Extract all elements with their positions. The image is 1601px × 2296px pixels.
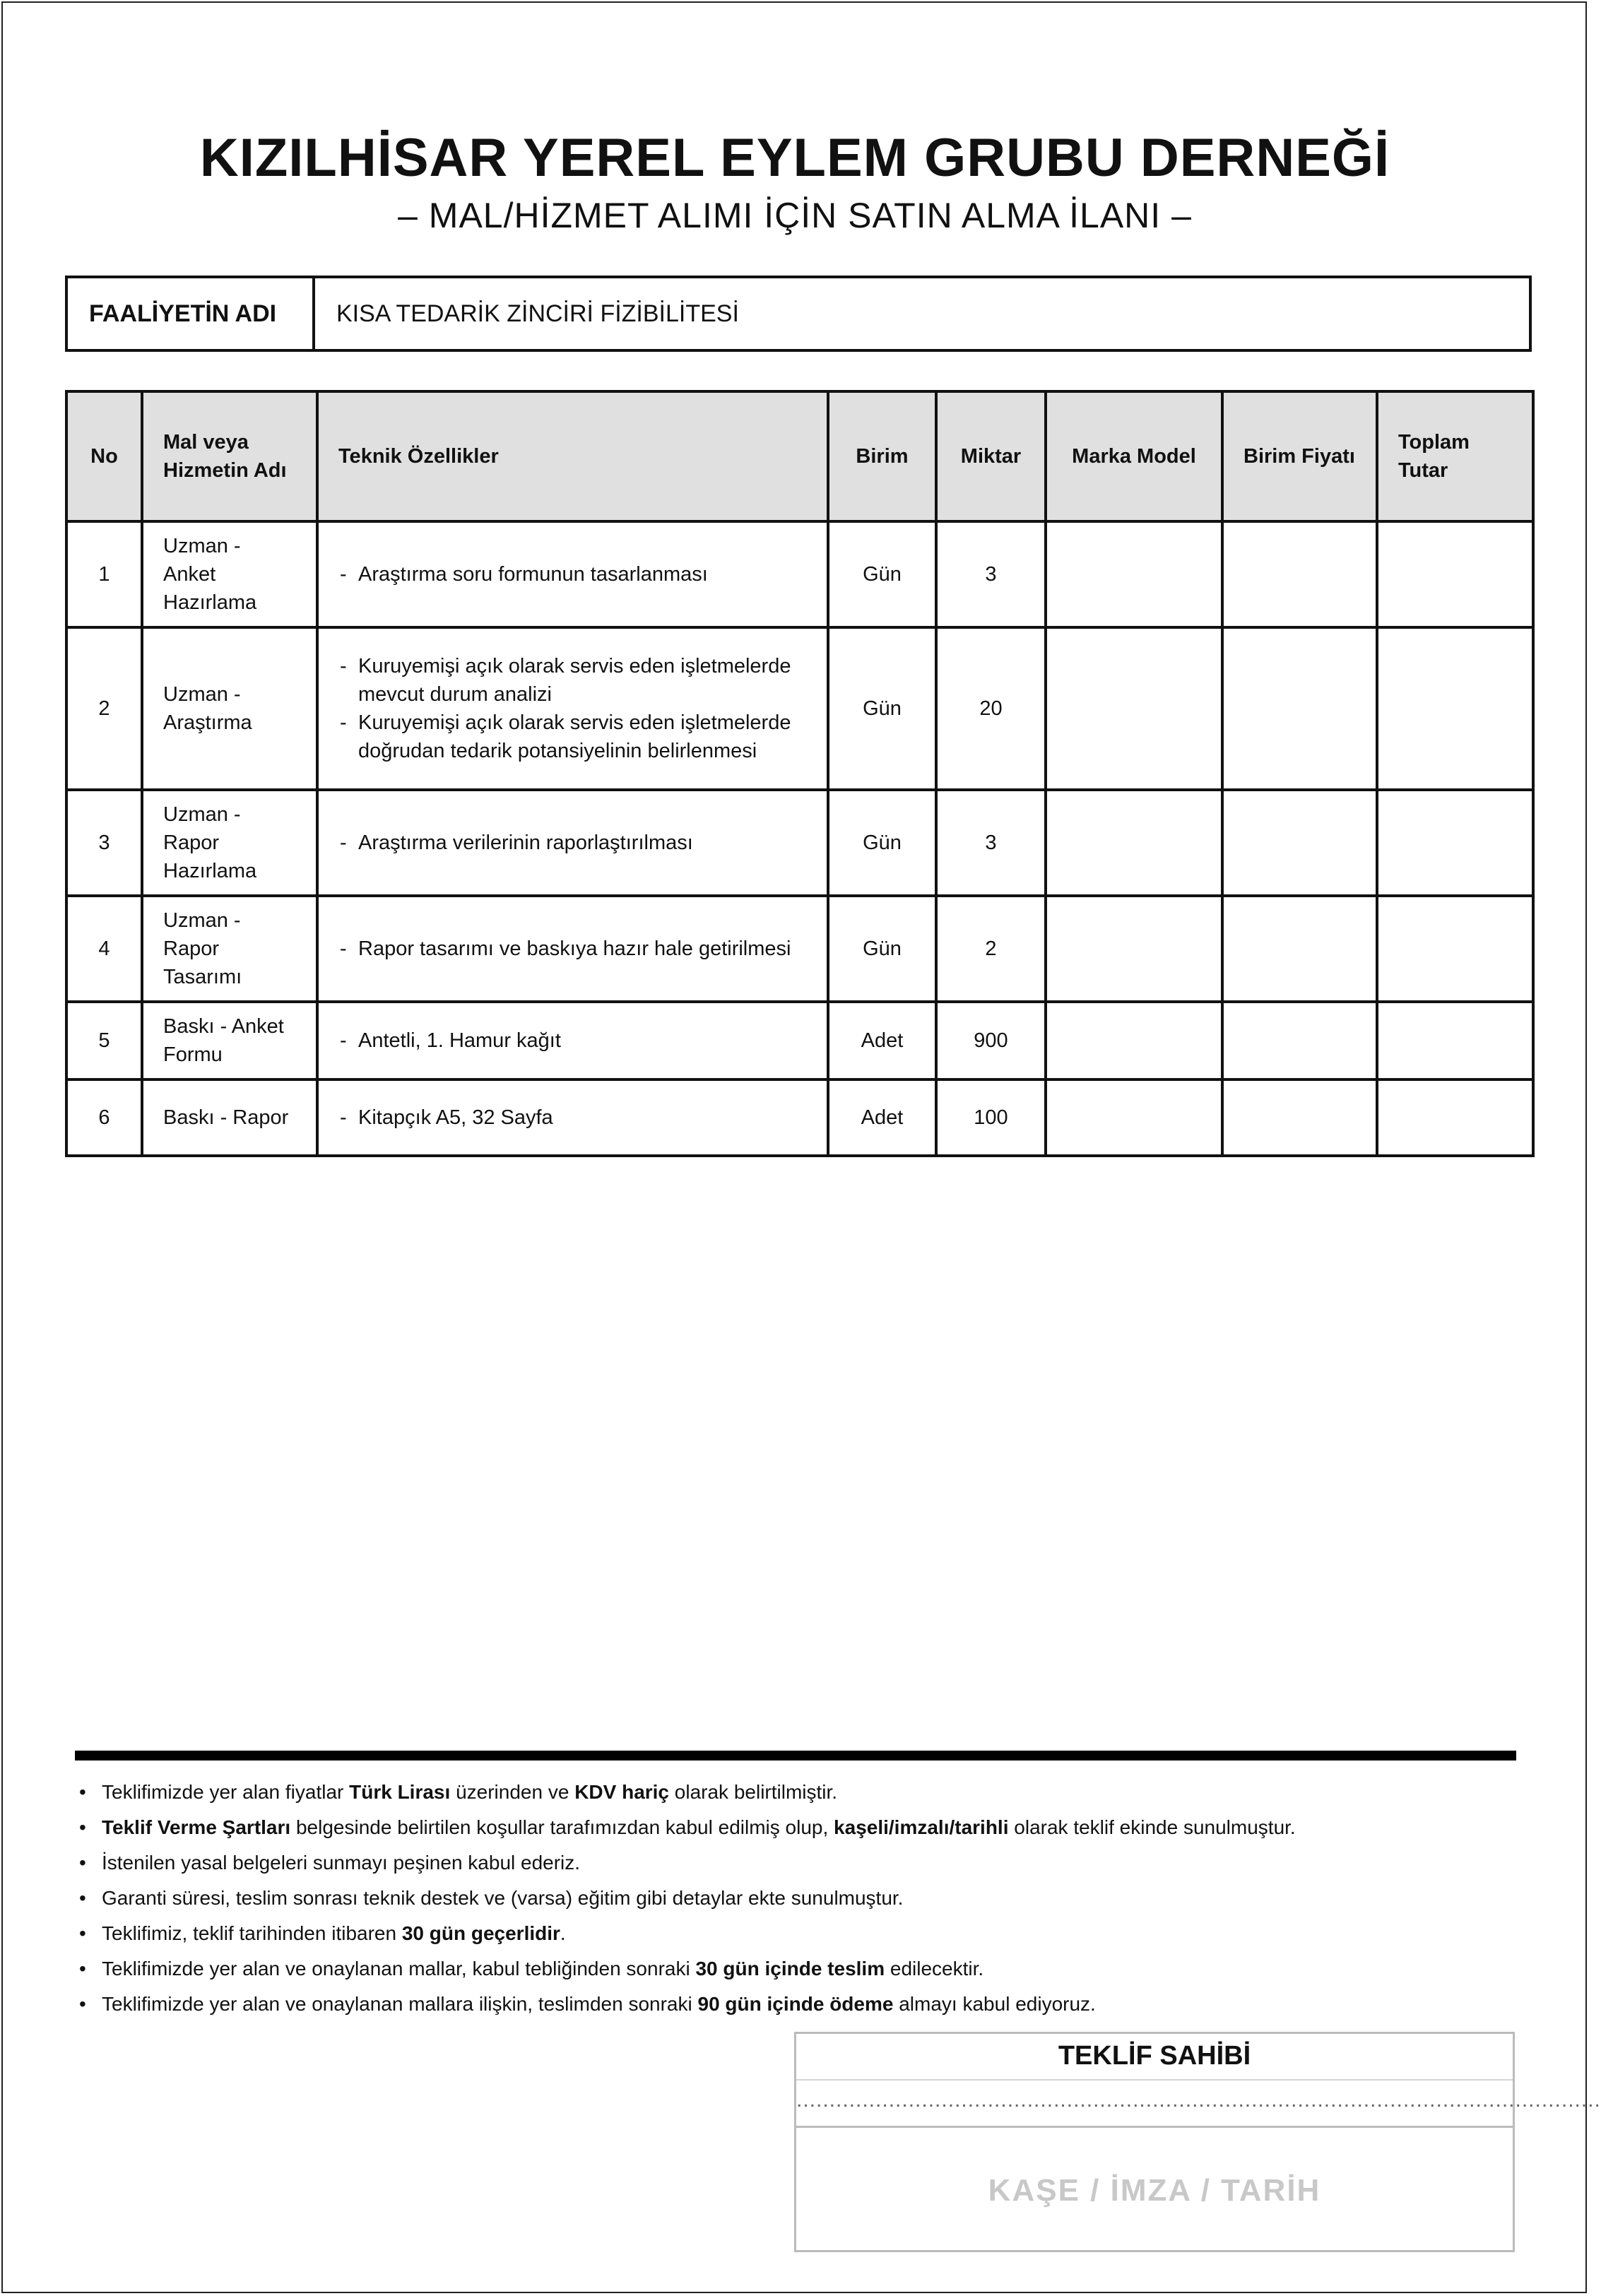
terms-item-text: Teklifimizde yer alan fiyatlar [102, 1781, 350, 1803]
cell-qty: 20 [936, 627, 1046, 790]
table-row [66, 627, 1533, 790]
cell-unit-price [1222, 627, 1377, 790]
cell-no: 6 [66, 1079, 142, 1156]
cell-specs [317, 896, 828, 1002]
spec-item: - Kuruyemişi açık olarak servis eden işletmelerde doğrudan tedarik potansiyelinin belirlenmesi [338, 709, 807, 765]
cell-qty: 2 [936, 896, 1046, 1002]
spec-item: - Antetli, 1. Hamur kağıt [338, 1026, 807, 1055]
terms-item-text: belgesinde belirtilen koşullar tarafımızdan kabul edilmiş olup, [290, 1816, 834, 1838]
cell-total [1377, 627, 1533, 790]
cell-no: 3 [66, 790, 142, 896]
cell-qty: 900 [936, 1002, 1046, 1079]
cell-qty: 100 [936, 1079, 1046, 1156]
col-header-name: Mal veya Hizmetin Adı [142, 391, 317, 521]
table-row [66, 790, 1533, 896]
cell-unit: Adet [828, 1079, 936, 1156]
terms-item-text: edilecektir. [885, 1958, 984, 1980]
col-header-total: Toplam Tutar [1377, 391, 1533, 521]
terms-item-emphasis: 90 gün içinde ödeme [697, 1993, 894, 2015]
table-row [66, 1079, 1533, 1156]
col-header-specs: Teknik Özellikler [317, 391, 828, 521]
terms-item [79, 1951, 1520, 1987]
spec-list [338, 935, 807, 963]
signature-name-line: .......................................................................................................................... [796, 2081, 1513, 2128]
cell-brand [1046, 1079, 1222, 1156]
terms-item-emphasis: Teklif Verme Şartları [102, 1816, 291, 1838]
table-row [66, 1002, 1533, 1079]
cell-brand [1046, 627, 1222, 790]
cell-total [1377, 1079, 1533, 1156]
terms-item-text: üzerinden ve [450, 1781, 575, 1803]
page-subtitle: – MAL/HİZMET ALIMI İÇİN SATIN ALMA İLANI – [398, 196, 1192, 235]
cell-unit-price [1222, 521, 1377, 627]
activity-label: FAALİYETİN ADI [68, 278, 315, 349]
cell-total [1377, 896, 1533, 1002]
cell-specs [317, 790, 828, 896]
cell-unit-price [1222, 896, 1377, 1002]
terms-item-emphasis: 30 gün içinde teslim [695, 1958, 885, 1980]
cell-total [1377, 1002, 1533, 1079]
cell-name: Uzman - Anket Hazırlama [142, 521, 317, 627]
terms-item-text: olarak belirtilmiştir. [669, 1781, 838, 1803]
terms-item [79, 1845, 1520, 1881]
terms-item-emphasis: KDV hariç [574, 1781, 670, 1803]
signature-title: TEKLİF SAHİBİ [796, 2034, 1513, 2081]
terms-item [79, 1775, 1520, 1810]
cell-brand [1046, 521, 1222, 627]
terms-item-text: olarak teklif ekinde sunulmuştur. [1008, 1816, 1296, 1838]
cell-specs [317, 1079, 828, 1156]
spec-list [338, 1026, 807, 1055]
col-header-no: No [66, 391, 142, 521]
section-divider [75, 1751, 1516, 1761]
cell-name: Baskı - Rapor [142, 1079, 317, 1156]
spec-item: - Kitapçık A5, 32 Sayfa [338, 1103, 807, 1132]
cell-no: 5 [66, 1002, 142, 1079]
terms-item-text: Garanti süresi, teslim sonrası teknik destek ve (varsa) eğitim gibi detaylar ekte sunulmuştur. [102, 1887, 904, 1909]
cell-unit: Gün [828, 896, 936, 1002]
terms-item-text: Teklifimiz, teklif tarihinden itibaren [102, 1922, 402, 1944]
terms-item-text: Teklifimizde yer alan ve onaylanan mallara ilişkin, teslimden sonraki [102, 1993, 698, 2015]
table-row [66, 896, 1533, 1002]
col-header-unit-price: Birim Fiyatı [1222, 391, 1377, 521]
cell-qty: 3 [936, 521, 1046, 627]
col-header-brand: Marka Model [1046, 391, 1222, 521]
cell-specs [317, 1002, 828, 1079]
cell-unit: Gün [828, 790, 936, 896]
items-table [65, 390, 1535, 1157]
cell-unit-price [1222, 1002, 1377, 1079]
terms-item-text: Teklifimizde yer alan ve onaylanan mallar, kabul tebliğinden sonraki [102, 1958, 696, 1980]
spec-list [338, 652, 807, 765]
cell-unit-price [1222, 1079, 1377, 1156]
cell-specs [317, 521, 828, 627]
cell-total [1377, 790, 1533, 896]
spec-item: - Kuruyemişi açık olarak servis eden işletmelerde mevcut durum analizi [338, 652, 807, 709]
cell-unit: Gün [828, 627, 936, 790]
terms-item-text: almayı kabul ediyoruz. [893, 1993, 1096, 2015]
cell-no: 4 [66, 896, 142, 1002]
signature-box [794, 2032, 1601, 2252]
terms-item-emphasis: Türk Lirası [349, 1781, 451, 1803]
terms-item-text: . [560, 1922, 566, 1944]
activity-box [65, 276, 1532, 352]
terms-item [79, 1881, 1520, 1916]
cell-name: Uzman - Araştırma [142, 627, 317, 790]
cell-unit: Gün [828, 521, 936, 627]
signature-stamp-area: KAŞE / İMZA / TARİH [988, 2173, 1321, 2208]
cell-unit: Adet [828, 1002, 936, 1079]
table-header-row [66, 391, 1533, 521]
cell-name: Uzman - Rapor Hazırlama [142, 790, 317, 896]
terms-item-emphasis: 30 gün geçerlidir [401, 1922, 560, 1944]
cell-no: 2 [66, 627, 142, 790]
cell-unit-price [1222, 790, 1377, 896]
spec-item: - Araştırma soru formunun tasarlanması [338, 560, 807, 588]
terms-item [79, 1916, 1520, 1951]
cell-name: Baskı - Anket Formu [142, 1002, 317, 1079]
spec-list [338, 829, 807, 857]
terms-item-text: İstenilen yasal belgeleri sunmayı peşinen kabul ederiz. [102, 1852, 581, 1874]
cell-name: Uzman - Rapor Tasarımı [142, 896, 317, 1002]
spec-item: - Araştırma verilerinin raporlaştırılması [338, 829, 807, 857]
cell-brand [1046, 896, 1222, 1002]
cell-total [1377, 521, 1533, 627]
spec-list [338, 560, 807, 588]
cell-brand [1046, 790, 1222, 896]
spec-item: - Rapor tasarımı ve baskıya hazır hale getirilmesi [338, 935, 807, 963]
cell-specs [317, 627, 828, 790]
terms-item [79, 1810, 1520, 1845]
terms-list [79, 1775, 1520, 2022]
cell-no: 1 [66, 521, 142, 627]
table-row [66, 521, 1533, 627]
terms-item-emphasis: kaşeli/imzalı/tarihli [834, 1816, 1009, 1838]
terms-item [79, 1987, 1520, 2022]
page-title: KIZILHİSAR YEREL EYLEM GRUBU DERNEĞİ [199, 128, 1390, 188]
col-header-qty: Miktar [936, 391, 1046, 521]
spec-list [338, 1103, 807, 1132]
cell-brand [1046, 1002, 1222, 1079]
cell-qty: 3 [936, 790, 1046, 896]
col-header-unit: Birim [828, 391, 936, 521]
activity-value: KISA TEDARİK ZİNCİRİ FİZİBİLİTESİ [336, 300, 739, 327]
